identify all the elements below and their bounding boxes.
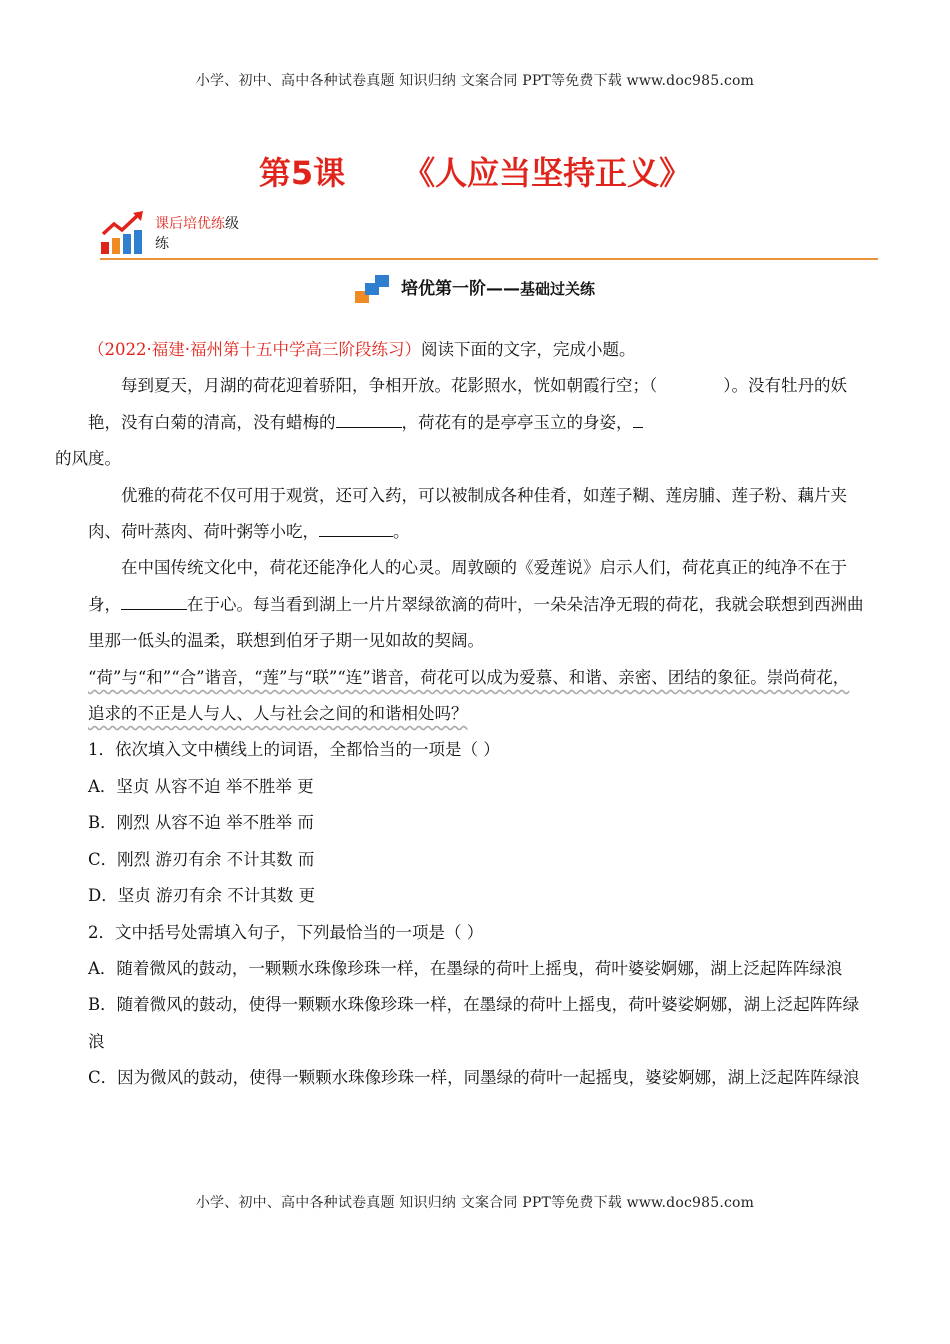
passage-text: ，荷花有的是亭亭玉立的身姿， [401,412,633,432]
lesson-number: 第5课 [258,154,346,192]
fill-blank [319,518,393,537]
lesson-name: 《人应当坚持正义》 [403,154,692,192]
question-1-option-a: A．坚贞 从容不迫 举不胜举 更 [88,776,314,796]
question-1-option-d: D．坚贞 游刃有余 不计其数 更 [88,886,315,906]
passage-text: 每到夏天，月湖的荷花迎着骄阳，争相开放。花影照水，恍如朝霞行空；（ [121,376,658,396]
source-line [88,332,864,368]
section-sub: 基础过关练 [519,280,595,298]
page-footer: 小学、初中、高中各种试卷真题 知识归纳 文案合同 PPT等免费下载 www.doc985.com [195,1195,755,1211]
passage-text: 。 [393,522,410,542]
passage-text: 在于心。每当看到湖上一片片翠绿欲滴的荷叶，一朵朵洁净无瑕的荷花，我就会联想到西洲曲里那一低头的温柔，联想到伯牙子期一见如故的契阔。 [88,594,864,651]
question-1-option-c: C．刚烈 游刃有余 不计其数 而 [88,849,315,869]
question-1-option-b: B．刚烈 从容不迫 举不胜举 而 [88,813,314,833]
question-2-option-c: C．因为微风的鼓动，使得一颗颗水珠像珍珠一样，同墨绿的荷叶一起摇曳，婆娑婀娜，湖上泛起阵阵绿浪 [88,1068,860,1088]
question-2-stem: 2．文中括号处需填入句子，下列最恰当的一项是（ ） [88,922,484,942]
tag-text-1: 级 [225,216,239,232]
passage-text: 优雅的荷花不仅可用于观赏，还可入药，可以被制成各种佳肴，如莲子糊、莲房脯、莲子粉、藕片夹肉、荷叶蒸肉、荷叶粥等小吃， [88,485,847,542]
passage-paragraph-3 [88,550,864,659]
section-dash: —— [485,279,520,299]
question-1-stem: 1．依次填入文中横线上的词语，全都恰当的一项是（ ） [88,740,500,760]
tag-text-2: 练 [155,236,169,252]
instruction: 阅读下面的文字，完成小题。 [420,340,636,359]
passage-paragraph-1 [55,368,864,477]
section-heading [0,274,950,304]
tag-red-text: 课后培优练 [155,216,225,232]
document-body [55,332,864,1097]
source-label: （2022·福建·福州第十五中学高三阶段练习） [88,340,421,359]
fill-blank [121,591,187,610]
passage-paragraph-4: “荷”与“和”“合”谐音，“莲”与“联”“连”谐音，荷花可以成为爱慕、和谐、亲密、团结的象征。崇尚荷花，追求的不正是人与人、人与社会之间的和谐相处吗？ [88,667,850,724]
section-main: 培优第一阶 [400,279,486,299]
passage-paragraph-2 [88,478,864,551]
page-header: 小学、初中、高中各种试卷真题 知识归纳 文案合同 PPT等免费下载 www.doc985.com [195,73,755,89]
stairs-icon [355,274,393,304]
passage-text: ）。没有牡丹的妖艳，没有白菊的清高，没有蜡梅的 [88,376,847,432]
practice-tag [155,214,265,254]
header-divider [100,258,878,260]
question-2-option-a: A．随着微风的鼓动，一颗颗水珠像珍珠一样，在墨绿的荷叶上摇曳，荷叶婆娑婀娜，湖上泛起阵阵绿浪 [88,958,843,978]
question-2-option-b: B．随着微风的鼓动，使得一颗颗水珠像珍珠一样，在墨绿的荷叶上摇曳，荷叶婆娑婀娜，湖上泛起阵阵绿浪 [88,995,860,1051]
page-title [0,148,950,194]
fill-blank [633,409,643,428]
passage-text: 在中国传统文化中，荷花还能净化人的心灵。周敦颐的《爱莲说》启示人们，荷花真正的纯净不在于身， [88,558,847,614]
fill-blank [336,409,402,428]
growth-chart-icon [100,210,148,256]
passage-text: 的风度。 [55,449,121,469]
